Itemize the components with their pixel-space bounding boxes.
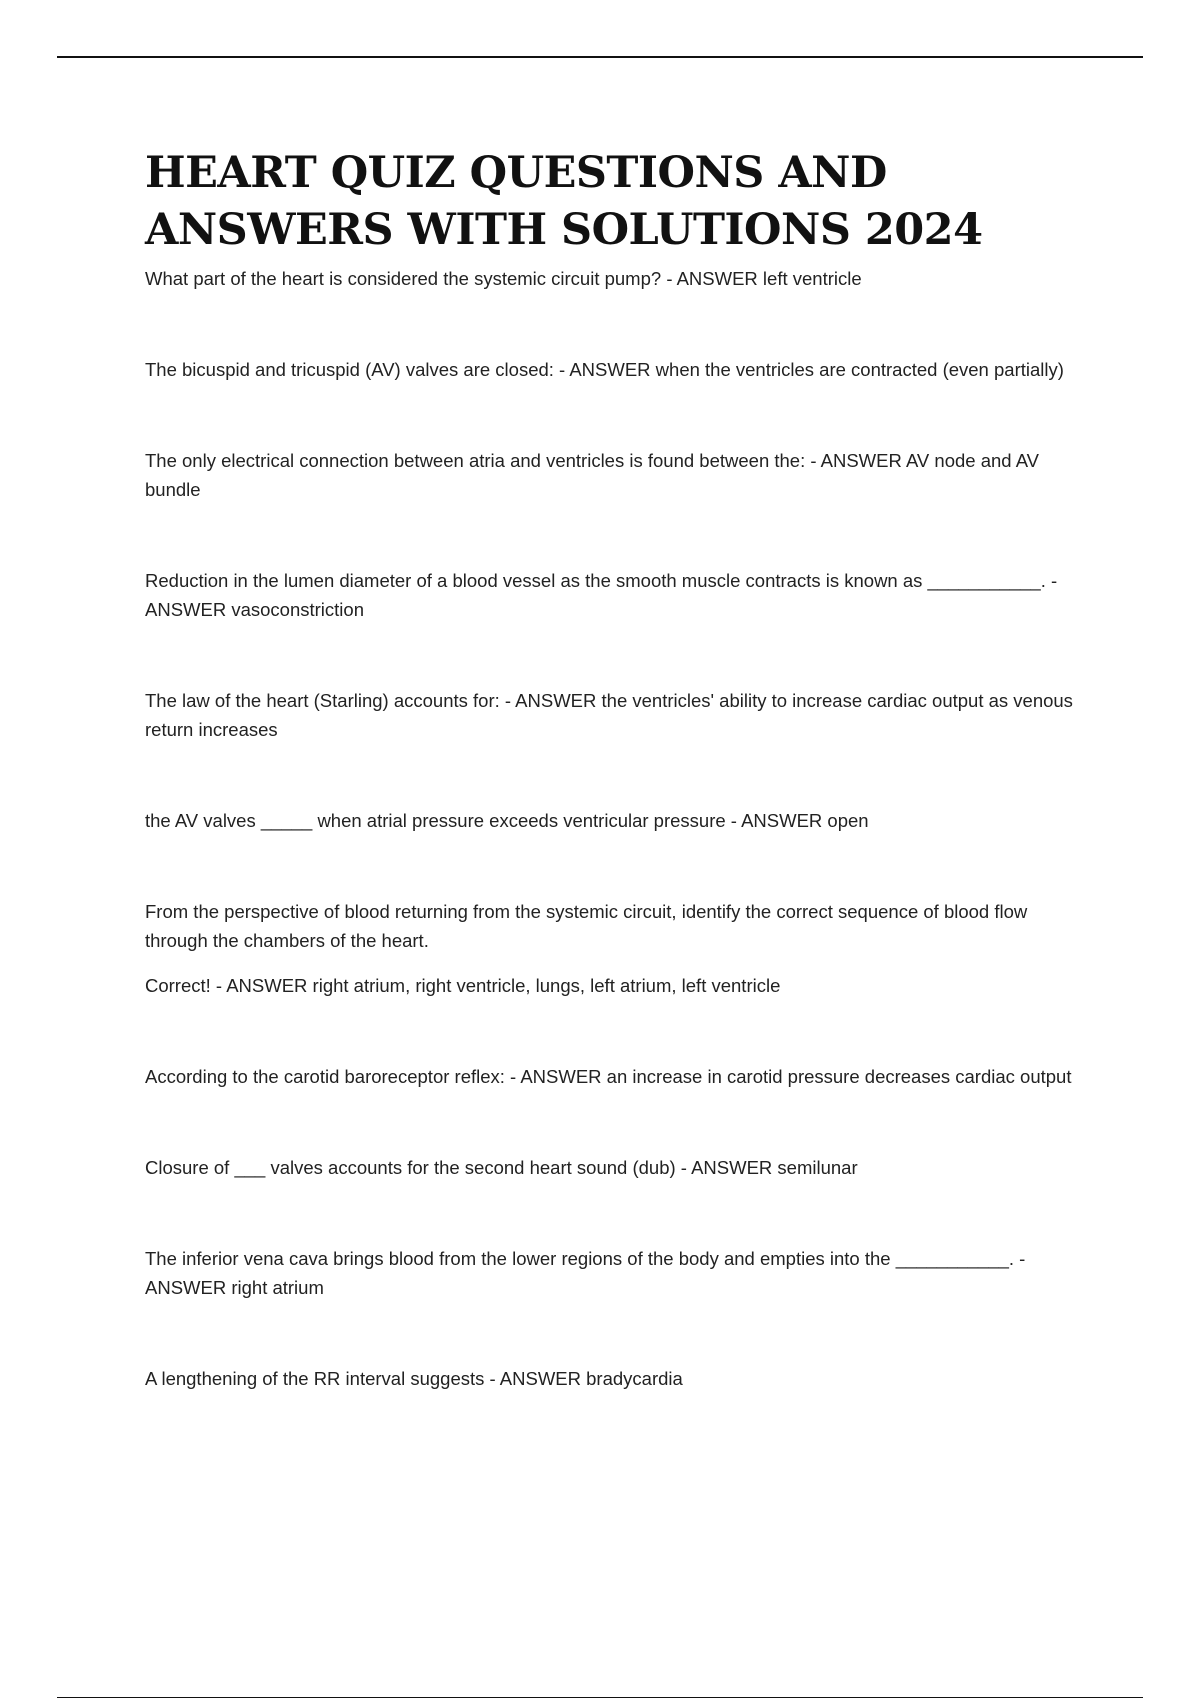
title-line-2: ANSWERS WITH SOLUTIONS 2024 <box>145 205 983 255</box>
qa-item-11 <box>145 1364 1095 1393</box>
top-rule <box>57 56 1143 58</box>
qa-answer-line: Correct! - ANSWER right atrium, right ventricle, lungs, left atrium, left ventricle <box>145 975 781 996</box>
qa-text: The only electrical connection between atria and ventricles is found between the: - ANSWER AV node and AV bundle <box>145 450 1039 500</box>
qa-text: From the perspective of blood returning from the systemic circuit, identify the correct sequence of blood flow through the chambers of the heart. <box>145 901 1028 951</box>
qa-text: The bicuspid and tricuspid (AV) valves are closed: - ANSWER when the ventricles are contracted (even partially) <box>145 359 1064 380</box>
qa-text: What part of the heart is considered the systemic circuit pump? - ANSWER left ventricle <box>145 268 862 289</box>
document-body <box>145 145 1095 1393</box>
qa-text: Reduction in the lumen diameter of a blood vessel as the smooth muscle contracts is known as ___________. - ANSWER vasoconstriction <box>145 570 1058 620</box>
bottom-rule <box>57 1697 1143 1698</box>
qa-text: the AV valves _____ when atrial pressure exceeds ventricular pressure - ANSWER open <box>145 810 869 831</box>
qa-text: According to the carotid baroreceptor reflex: - ANSWER an increase in carotid pressure decreases cardiac output <box>145 1066 1072 1087</box>
qa-item-5 <box>145 686 1095 744</box>
qa-item-4 <box>145 566 1095 624</box>
qa-item-7 <box>145 897 1095 1000</box>
qa-text: The law of the heart (Starling) accounts for: - ANSWER the ventricles' ability to increase cardiac output as venous return increases <box>145 690 1073 740</box>
qa-item-9 <box>145 1153 1095 1182</box>
qa-text: The inferior vena cava brings blood from the lower regions of the body and empties into the ___________. - ANSWER right atrium <box>145 1248 1026 1298</box>
qa-item-10 <box>145 1244 1095 1302</box>
qa-item-8 <box>145 1062 1095 1091</box>
qa-item-1 <box>145 264 1095 293</box>
qa-item-3 <box>145 446 1095 504</box>
qa-item-6 <box>145 806 1095 835</box>
qa-text: A lengthening of the RR interval suggests - ANSWER bradycardia <box>145 1368 683 1389</box>
title-line-1: HEART QUIZ QUESTIONS AND <box>145 148 887 198</box>
qa-item-2 <box>145 355 1095 384</box>
document-title <box>145 145 1095 259</box>
qa-text: Closure of ___ valves accounts for the second heart sound (dub) - ANSWER semilunar <box>145 1157 858 1178</box>
